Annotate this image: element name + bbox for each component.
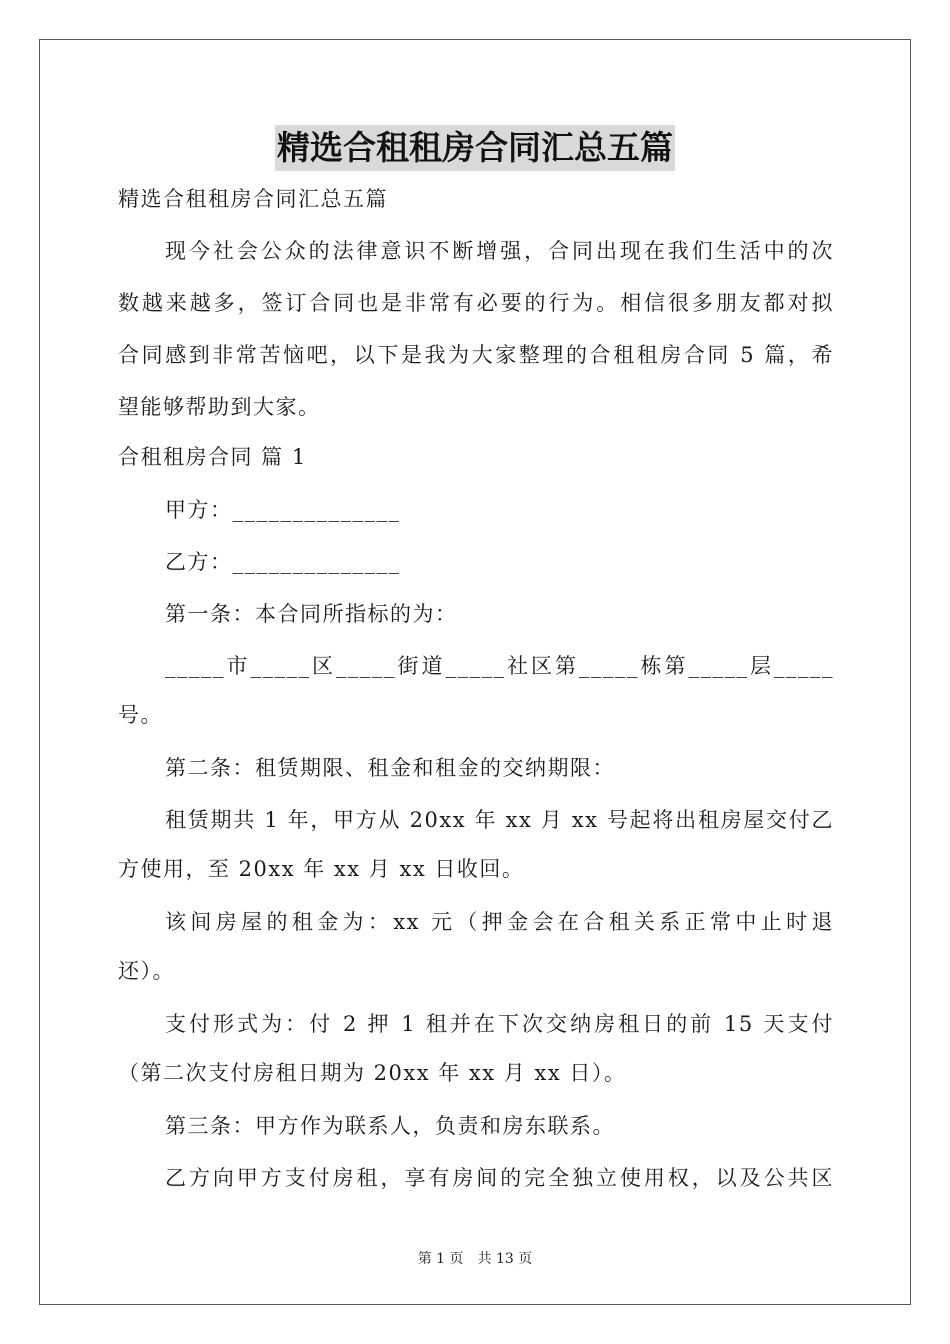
address-line: 号。 [118,703,163,727]
intro-line: 数越来越多，签订合同也是非常有必要的行为。相信很多朋友都对拟 [118,291,834,315]
title-container [0,125,950,171]
payment-line: （第二次支付房租日期为 20xx 年 xx 月 xx 日）。 [118,1061,627,1085]
section-heading: 合租租房合同 篇 1 [118,445,307,469]
document-subtitle: 精选合租租房合同汇总五篇 [118,187,388,211]
article-3-line: 乙方向甲方支付房租，享有房间的完全独立使用权，以及公共区 [165,1166,834,1190]
page-footer [0,1248,950,1268]
rent-line: 还）。 [118,959,175,983]
intro-line: 现今社会公众的法律意识不断增强，合同出现在我们生活中的次 [165,239,834,263]
rent-line: 该间房屋的租金为：xx 元（押金会在合租关系正常中止时退 [165,910,834,934]
term-line: 租赁期共 1 年，甲方从 20xx 年 xx 月 xx 号起将出租房屋交付乙 [165,808,834,832]
article-3-heading: 第三条：甲方作为联系人，负责和房东联系。 [165,1114,615,1138]
article-1-heading: 第一条：本合同所指标的为： [165,602,458,626]
intro-line: 望能够帮助到大家。 [118,395,321,419]
payment-line: 支付形式为：付 2 押 1 租并在下次交纳房租日的前 15 天支付 [165,1012,834,1036]
term-line: 方使用，至 20xx 年 xx 月 xx 日收回。 [118,857,525,881]
party-a-line: 甲方：______________ [165,498,401,522]
address-line: _____市_____区_____街道_____社区第_____栋第_____层_____ [165,654,834,678]
page-total: 共 13 页 [477,1251,533,1267]
page-number: 第 1 页 [417,1251,464,1267]
intro-line: 合同感到非常苦恼吧，以下是我为大家整理的合租租房合同 5 篇，希 [118,343,834,367]
article-2-heading: 第二条：租赁期限、租金和租金的交纳期限： [165,756,615,780]
document-title: 精选合租租房合同汇总五篇 [275,125,675,171]
document-body [118,176,834,1204]
party-b-line: 乙方：______________ [165,550,401,574]
